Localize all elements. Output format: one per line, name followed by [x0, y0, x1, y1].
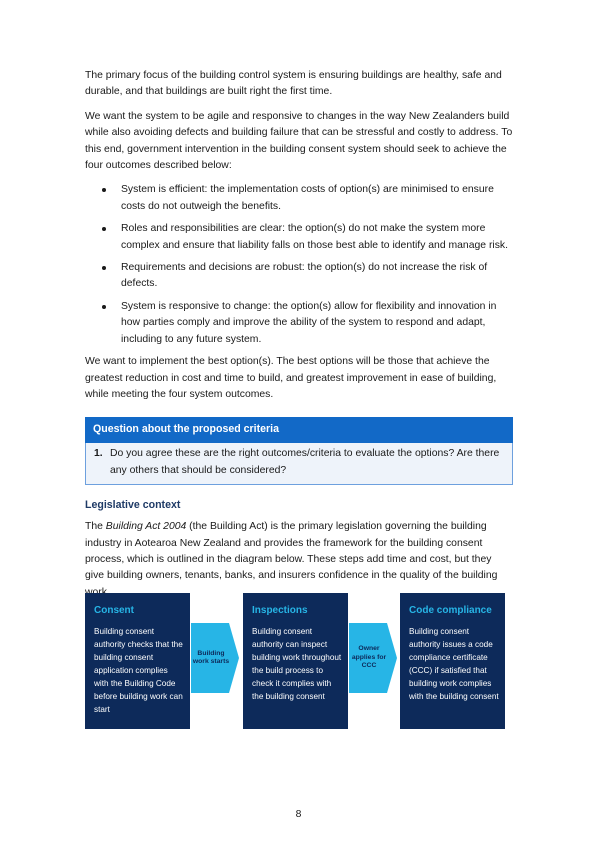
- intro-paragraph-1: The primary focus of the building control system is ensuring buildings are healthy, safe and durable, and that buildings are built right the first time.: [85, 70, 502, 98]
- step-description: Building consent authority issues a code compliance certificate (CCC) if satisfied that building work complies with the building consent: [409, 627, 499, 701]
- intro-paragraph-2: We want the system to be agile and responsive to changes in the way New Zealanders build while also avoiding defects and building failure that can be stressful and costly to address. To this end, government intervention in the building consent system should seek to achieve the four outcomes described below:: [85, 110, 513, 172]
- question-text: Do you agree these are the right outcomes/criteria to evaluate the options? Are there any others that should be considered?: [110, 448, 500, 476]
- bullet-icon: [102, 188, 106, 192]
- closing-paragraph: We want to implement the best option(s). The best options will be those that achieve the greatest reduction in cost and time to build, and greatest improvement in ease of building, while meeting the four system outcomes.: [85, 356, 497, 400]
- step-description: Building consent authority checks that the building consent application complies with the Building Code before building work can start: [94, 627, 183, 714]
- page-body: [85, 68, 513, 609]
- step-title: Inspections: [252, 605, 308, 616]
- list-item: System is responsive to change: the option(s) allow for flexibility and innovation in how parties comply and improve the ability of the system to respond and adapt, including to any future system.: [85, 299, 513, 348]
- consent-process-diagram: [85, 593, 505, 729]
- step-title: Code compliance: [409, 605, 492, 616]
- outcomes-list: [85, 182, 513, 348]
- list-item: System is efficient: the implementation costs of option(s) are minimised to ensure costs do not outweigh the benefits.: [85, 182, 513, 215]
- question-item: [85, 443, 513, 485]
- step-consent: [85, 593, 190, 729]
- bullet-icon: [102, 305, 106, 309]
- act-name: Building Act 2004: [105, 521, 187, 533]
- question-box-heading: Question about the proposed criteria: [85, 417, 513, 443]
- question-box: [85, 417, 513, 485]
- question-number: 1.: [94, 448, 103, 460]
- arrow-label: Building work starts: [192, 649, 230, 665]
- arrow-label: Owner applies for CCC: [351, 645, 387, 670]
- step-title: Consent: [94, 605, 134, 616]
- bullet-icon: [102, 266, 106, 270]
- arrow-building-work-starts: [191, 623, 239, 693]
- list-item: Roles and responsibilities are clear: the option(s) do not make the system more complex and ensure that liability falls on those best able to identify and manage risk.: [85, 221, 513, 254]
- arrow-owner-applies-for-ccc: [349, 623, 397, 693]
- page-number: 8: [295, 809, 302, 820]
- section-heading: Legislative context: [85, 499, 181, 512]
- list-item: Requirements and decisions are robust: the option(s) do not increase the risk of defects.: [85, 260, 513, 293]
- step-inspections: [243, 593, 348, 729]
- bullet-icon: [102, 227, 106, 231]
- step-code-compliance: [400, 593, 505, 729]
- legislative-paragraph: The Building Act 2004 (the Building Act) is the primary legislation governing the building industry in Aotearoa New Zealand and provides the framework for the building consent process, which is outlined in the diagram below. These steps add time and cost, but they give building owners, tenants, banks, and insurers confidence in the quality of the building: [85, 521, 498, 582]
- step-description: Building consent authority can inspect building work throughout the build process to check it complies with the building consent: [252, 627, 342, 701]
